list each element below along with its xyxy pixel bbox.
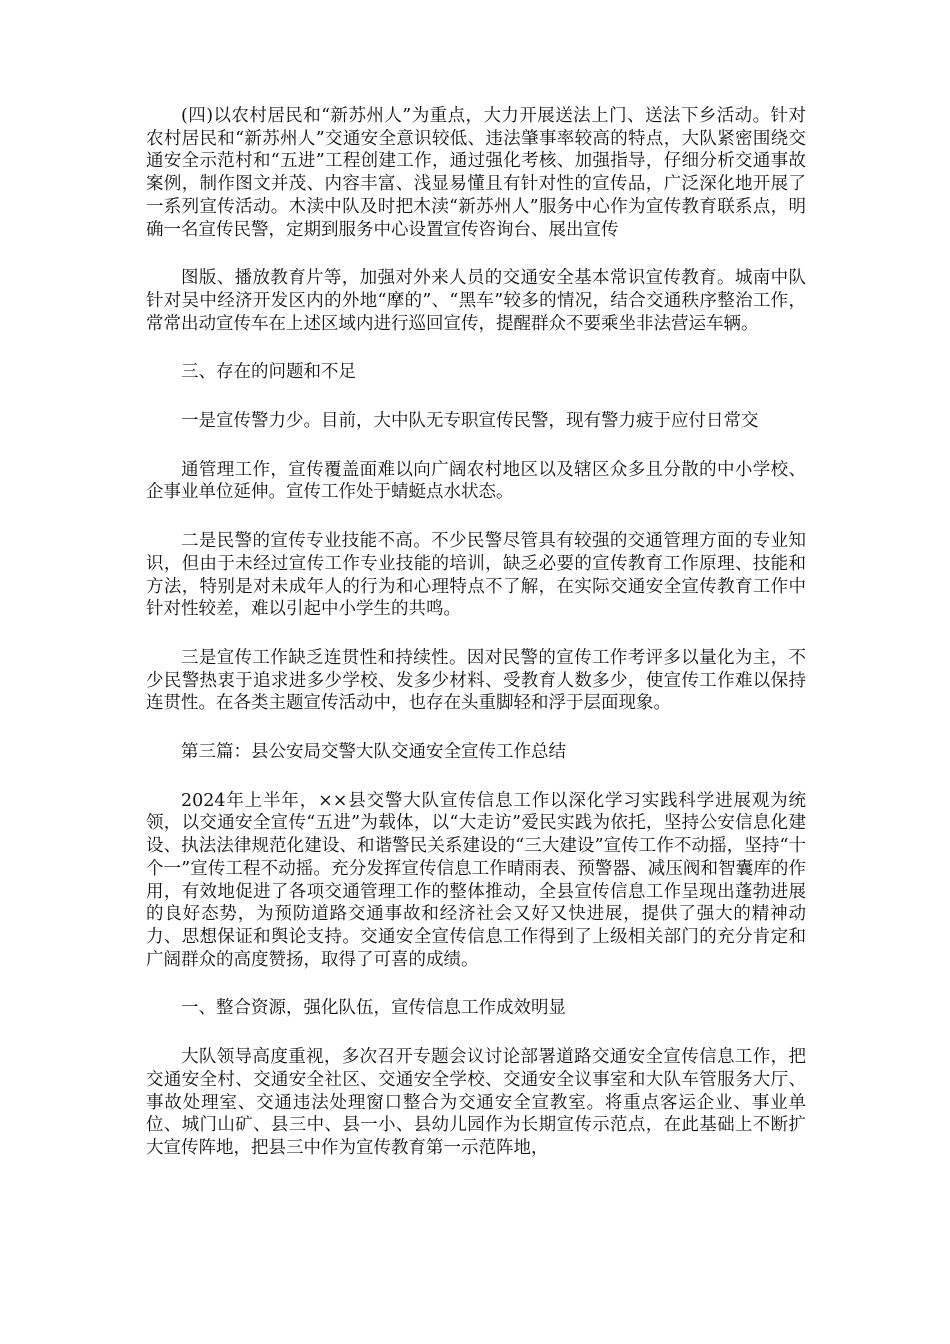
paragraph-problem-two: 二是民警的宣传专业技能不高。不少民警尽管具有较强的交通管理方面的专业知识，但由于未经过宣传工作专业技能的培训，缺乏必要的宣传教育工作原理、技能和方法，特别是对未成年人的行为和心理特点不了解，在实际交通安全宣传教育工作中针对性较差，难以引起中小学生的共鸣。 xyxy=(146,531,806,620)
article-title-third: 第三篇：县公安局交警大队交通安全宣传工作总结 xyxy=(181,742,566,763)
paragraph-2024-summary: 2024年上半年，××县交警大队宣传信息工作以深化学习实践科学进展观为统领，以交通安全宣传“五进”为载体，以“大走访”爱民实践为依托，坚持公安信息化建设、执法法律规范化建设、和谐警民关系建设的“三大建设”宣传工作不动摇，坚持“十个一”宣传工程不动摇。充分发挥宣传信息工作晴雨表、预警器、减压阀和智囊库的作用，有效地促进了各项交通管理工作的整体推动，全县宣传信息工作呈现出蓬勃进展的良好态势，为预防道路交通事故和经济社会又好又快进展，提供了强大的精神动力、思想保证和舆论支持。交通安全宣传信息工作得到了上级相关部门的充分肯定和广阔群众的高度赞扬，取得了可喜的成绩。 xyxy=(146,790,806,970)
paragraph-problem-three: 三是宣传工作缺乏连贯性和持续性。因对民警的宣传工作考评多以量化为主，不少民警热衷于追求进多少学校、发多少材料、受教育人数多少，使宣传工作难以保持连贯性。在各类主题宣传活动中，也存在头重脚轻和浮于层面现象。 xyxy=(146,647,806,714)
section-heading-problems: 三、存在的问题和不足 xyxy=(181,362,356,383)
paragraph-rural-residents: (四)以农村居民和“新苏州人”为重点，大力开展送法上门、送法下乡活动。针对农村居民和“新苏州人”交通安全意识较低、违法肇事率较高的特点，大队紧密围绕交通安全示范村和“五进”工程创建工作，通过强化考核、加强指导，仔细分析交通事故案例，制作图文并茂、内容丰富、浅显易懂且有针对性的宣传品，广泛深化地开展了一系列宣传活动。木渎中队及时把木渎“新苏州人”服务中心作为宣传教育联系点，明确一名宣传民警，定期到服务中心设置宣传咨询台、展出宣传 xyxy=(146,106,806,240)
paragraph-problem-one: 一是宣传警力少。目前，大中队无专职宣传民警，现有警力疲于应付日常交 xyxy=(181,411,759,432)
section-heading-resources: 一、整合资源，强化队伍，宣传信息工作成效明显 xyxy=(181,998,566,1019)
document-page xyxy=(146,105,806,1186)
paragraph-chengnan-squad: 图版、播放教育片等，加强对外来人员的交通安全基本常识宣传教育。城南中队针对吴中经济开发区内的外地“摩的”、“黑车”较多的情况，结合交通秩序整治工作，常常出动宣传车在上述区域内进行巡回宣传，提醒群众不要乘坐非法营运车辆。 xyxy=(146,268,806,334)
paragraph-leadership: 大队领导高度重视，多次召开专题会议讨论部署道路交通安全宣传信息工作，把交通安全村、交通安全社区、交通安全学校、交通安全议事室和大队车管服务大厅、事故处理室、交通违法处理窗口整合为交通安全宣教室。将重点客运企业、事业单位、城门山矿、县三中、县一小、县幼儿园作为长期宣传示范点，在此基础上不断扩大宣传阵地，把县三中作为宣传教育第一示范阵地， xyxy=(146,1047,806,1158)
paragraph-problem-one-continued: 通管理工作，宣传覆盖面难以向广阔农村地区以及辖区众多且分散的中小学校、企事业单位延伸。宣传工作处于蜻蜓点水状态。 xyxy=(146,459,806,503)
